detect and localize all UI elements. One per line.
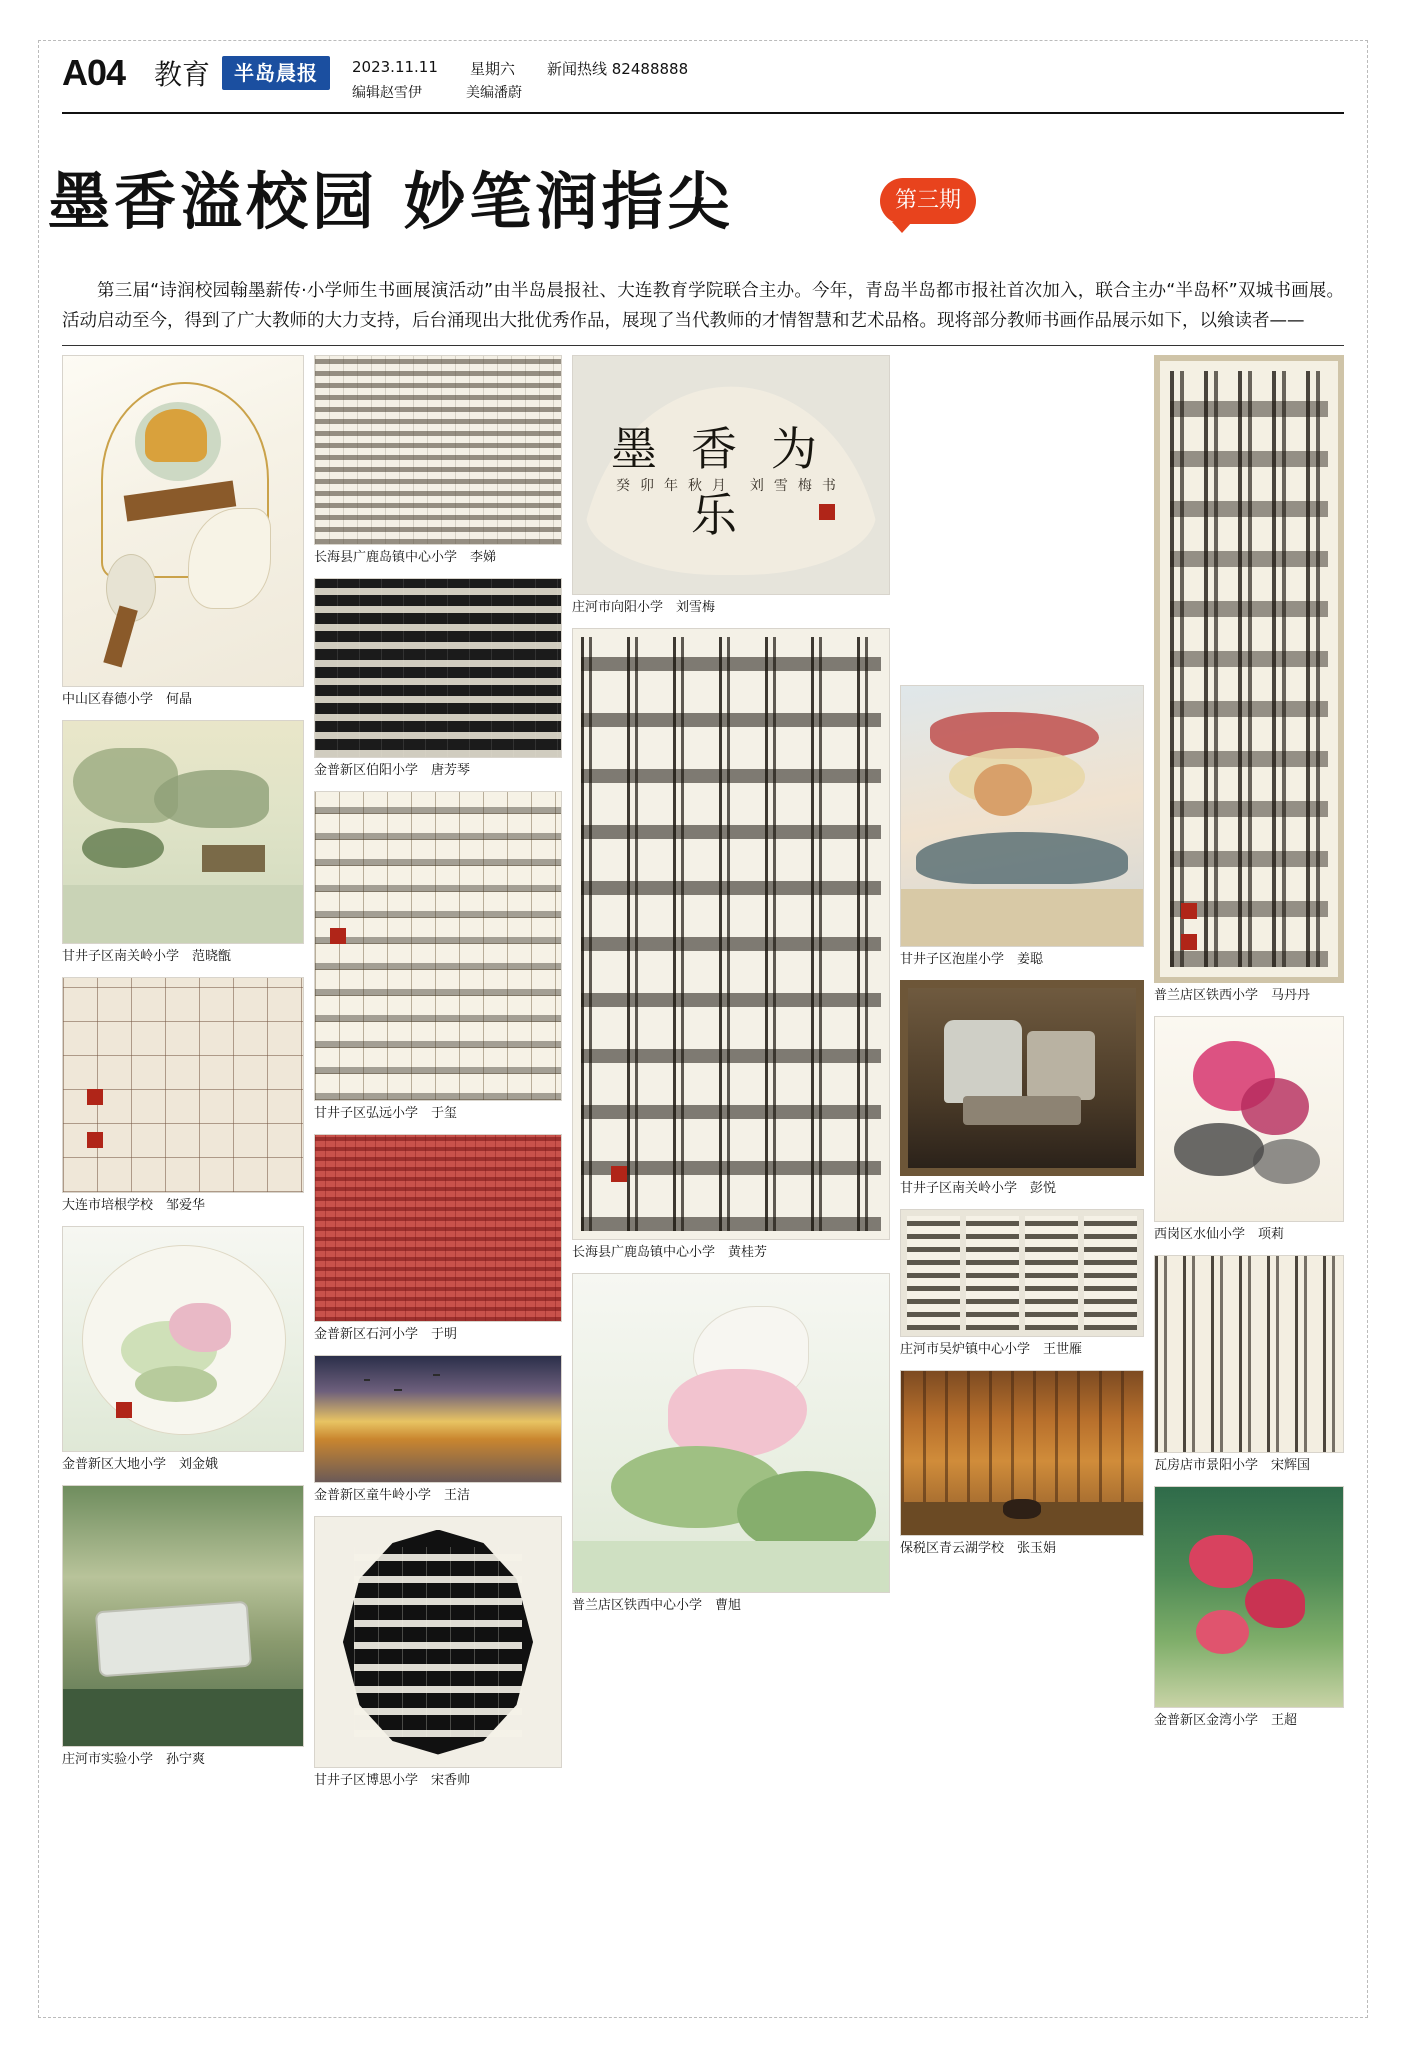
gallery-top-rule (62, 345, 1344, 346)
artwork-image (572, 1273, 890, 1593)
artwork-caption: 长海县广鹿岛镇中心小学 李娣 (314, 550, 497, 565)
artwork-image (62, 1485, 304, 1747)
artwork-caption: 普兰店区铁西中心小学 曹旭 (572, 1598, 742, 1613)
artwork-caption: 普兰店区铁西小学 马丹丹 (1154, 988, 1311, 1003)
artwork-caption: 庄河市向阳小学 刘雪梅 (572, 600, 716, 615)
artwork-item (572, 355, 890, 618)
artwork-caption: 金普新区童牛岭小学 王洁 (314, 1488, 471, 1503)
news-hotline: 新闻热线 82488888 (547, 60, 689, 78)
artwork-item (62, 355, 304, 710)
issue-badge: 第三期 (880, 178, 976, 224)
artwork-caption: 中山区春德小学 何晶 (62, 692, 193, 707)
artwork-caption: 保税区青云湖学校 张玉娟 (900, 1541, 1057, 1556)
artwork-item (1154, 1255, 1344, 1476)
newspaper-logo: 半岛晨报 (222, 56, 330, 90)
artwork-item (572, 1273, 890, 1616)
page-number: A04 (62, 52, 126, 93)
artwork-item (572, 628, 890, 1263)
artwork-image (1154, 1255, 1344, 1453)
artwork-caption: 庄河市吴炉镇中心小学 王世雁 (900, 1342, 1083, 1357)
artwork-item (900, 1209, 1144, 1360)
artwork-caption: 甘井子区南关岭小学 范晓甑 (62, 949, 232, 964)
artwork-image (572, 628, 890, 1240)
artwork-image (1154, 1016, 1344, 1222)
artwork-image (572, 355, 890, 595)
editor-credit: 编辑赵雪伊 (352, 85, 422, 101)
artwork-item (1154, 1486, 1344, 1731)
artwork-item (314, 1134, 562, 1345)
artwork-image (62, 1226, 304, 1452)
gallery-column-5 (1154, 355, 1344, 1741)
artwork-image (62, 977, 304, 1193)
artwork-item (314, 791, 562, 1124)
artwork-caption: 金普新区伯阳小学 唐芳琴 (314, 763, 471, 778)
artwork-item (1154, 1016, 1344, 1245)
artwork-item (900, 980, 1144, 1199)
artwork-image (1154, 355, 1344, 983)
artwork-image (62, 720, 304, 944)
artwork-item (314, 578, 562, 781)
artwork-item (62, 1485, 304, 1770)
artwork-item (314, 355, 562, 568)
lead-paragraph: 第三届“诗润校园翰墨薪传·小学师生书画展演活动”由半岛晨报社、大连教育学院联合主办。今年，青岛半岛都市报社首次加入，联合主办“半岛杯”双城书画展。活动启动至今，得到了广大教师的大力支持，后台涌现出大批优秀作品，展现了当代教师的才情智慧和艺术品格。现将部分教师书画作品展示如下，以飨读者—— (62, 281, 1344, 331)
artwork-image (900, 1209, 1144, 1337)
artwork-image (314, 791, 562, 1101)
artwork-caption: 长海县广鹿岛镇中心小学 黄桂芳 (572, 1245, 768, 1260)
artwork-item (62, 1226, 304, 1475)
artwork-image (1154, 1486, 1344, 1708)
artwork-gallery (62, 355, 1344, 1995)
gallery-column-3 (572, 355, 890, 1626)
masthead (62, 52, 1344, 110)
artwork-caption: 金普新区石河小学 于明 (314, 1327, 458, 1342)
gallery-column-4 (900, 355, 1144, 1569)
artwork-image (900, 980, 1144, 1176)
weekday: 星期六 (470, 60, 516, 78)
artwork-caption: 甘井子区南关岭小学 彭悦 (900, 1181, 1057, 1196)
artwork-caption: 甘井子区博思小学 宋香帅 (314, 1773, 471, 1788)
artwork-item (900, 1370, 1144, 1559)
publication-date: 2023.11.11 (352, 58, 438, 76)
fan-shape (573, 356, 889, 594)
masthead-divider (62, 112, 1344, 114)
artwork-image (314, 1134, 562, 1322)
artwork-caption: 西岗区水仙小学 项莉 (1154, 1227, 1285, 1242)
gallery-column-1 (62, 355, 304, 1780)
gallery-column-2 (314, 355, 562, 1801)
fan-calligraphy-text: 墨香为乐 (611, 422, 851, 543)
artwork-caption: 庄河市实验小学 孙宁爽 (62, 1752, 206, 1767)
art-editor-credit: 美编潘蔚 (466, 85, 522, 101)
artwork-caption: 瓦房店市景阳小学 宋辉国 (1154, 1458, 1311, 1473)
page-title: 墨香溢校园 妙笔润指尖 (48, 165, 734, 238)
artwork-item (900, 685, 1144, 970)
artwork-item (314, 1355, 562, 1506)
artwork-caption: 甘井子区弘远小学 于玺 (314, 1106, 458, 1121)
section-name: 教育 (154, 58, 211, 91)
artwork-image (62, 355, 304, 687)
fan-calligraphy-signature: 癸卯年秋月 刘雪梅书 (616, 477, 846, 493)
artwork-item (314, 1516, 562, 1791)
artwork-item (62, 720, 304, 967)
artwork-image (314, 578, 562, 758)
artwork-image (900, 1370, 1144, 1536)
artwork-image (900, 685, 1144, 947)
artwork-caption: 甘井子区泡崖小学 姜聪 (900, 952, 1044, 967)
artwork-caption: 大连市培根学校 邹爱华 (62, 1198, 206, 1213)
artwork-caption: 金普新区金湾小学 王超 (1154, 1713, 1298, 1728)
artwork-image (314, 355, 562, 545)
artwork-item (62, 977, 304, 1216)
artwork-image (314, 1355, 562, 1483)
artwork-image (314, 1516, 562, 1768)
artwork-caption: 金普新区大地小学 刘金娥 (62, 1457, 219, 1472)
artwork-item (1154, 355, 1344, 1006)
